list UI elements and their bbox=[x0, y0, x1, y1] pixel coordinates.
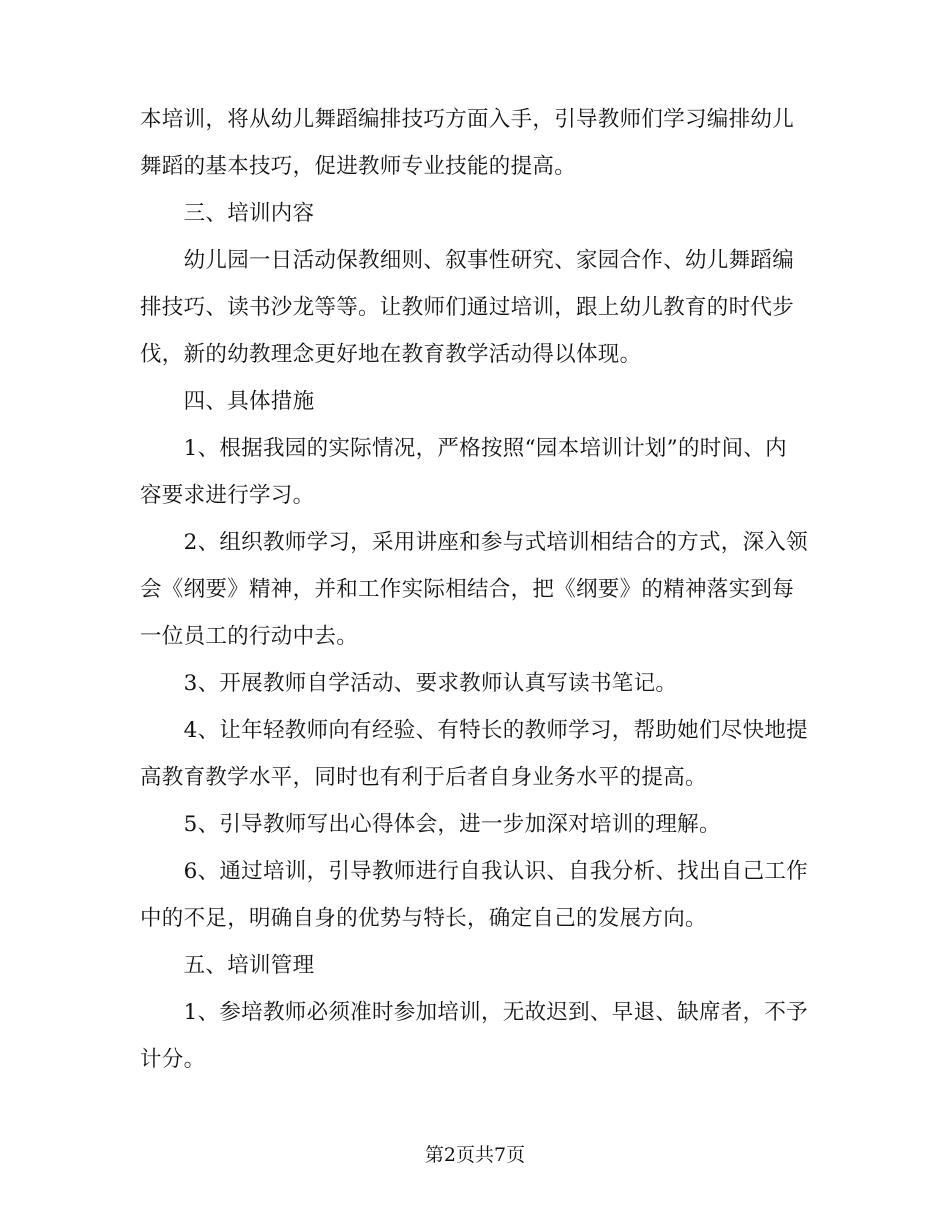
text-line: 会《纲要》精神，并和工作实际相结合，把《纲要》的精神落实到每 bbox=[140, 577, 795, 602]
text-line: 舞蹈的基本技巧，促进教师专业技能的提高。 bbox=[140, 154, 577, 179]
text-line: 3、开展教师自学活动、要求教师认真写读书笔记。 bbox=[140, 671, 678, 696]
text-line: 排技巧、读书沙龙等等。让教师们通过培训，跟上幼儿教育的时代步 bbox=[140, 295, 795, 320]
section-heading: 四、具体措施 bbox=[140, 389, 315, 414]
text-line: 伐，新的幼教理念更好地在教育教学活动得以体现。 bbox=[140, 342, 642, 367]
text-line: 本培训，将从幼儿舞蹈编排技巧方面入手，引导教师们学习编排幼儿 bbox=[140, 107, 795, 132]
text-line: 1、参培教师必须准时参加培训，无故迟到、早退、缺席者，不予 bbox=[140, 1000, 808, 1025]
text-line: 幼儿园一日活动保教细则、叙事性研究、家园合作、幼儿舞蹈编 bbox=[140, 248, 795, 273]
text-line: 计分。 bbox=[140, 1047, 206, 1072]
document-body bbox=[140, 96, 812, 1083]
text-line: 2、组织教师学习，采用讲座和参与式培训相结合的方式，深入领 bbox=[140, 530, 808, 555]
text-line: 中的不足，明确自身的优势与特长，确定自己的发展方向。 bbox=[140, 906, 707, 931]
text-line: 4、让年轻教师向有经验、有特长的教师学习，帮助她们尽快地提 bbox=[140, 718, 808, 743]
text-line: 高教育教学水平，同时也有利于后者自身业务水平的提高。 bbox=[140, 765, 707, 790]
text-line: 一位员工的行动中去。 bbox=[140, 624, 359, 649]
text-line: 5、引导教师写出心得体会，进一步加深对培训的理解。 bbox=[140, 812, 721, 837]
section-heading: 五、培训管理 bbox=[140, 953, 315, 978]
page-number-footer: 第2页共7页 bbox=[424, 1144, 526, 1166]
text-line: 1、根据我园的实际情况，严格按照“园本培训计划”的时间、内 bbox=[140, 436, 787, 461]
text-line: 容要求进行学习。 bbox=[140, 483, 315, 508]
text-line: 6、通过培训，引导教师进行自我认识、自我分析、找出自己工作 bbox=[140, 859, 808, 884]
section-heading: 三、培训内容 bbox=[140, 201, 315, 226]
